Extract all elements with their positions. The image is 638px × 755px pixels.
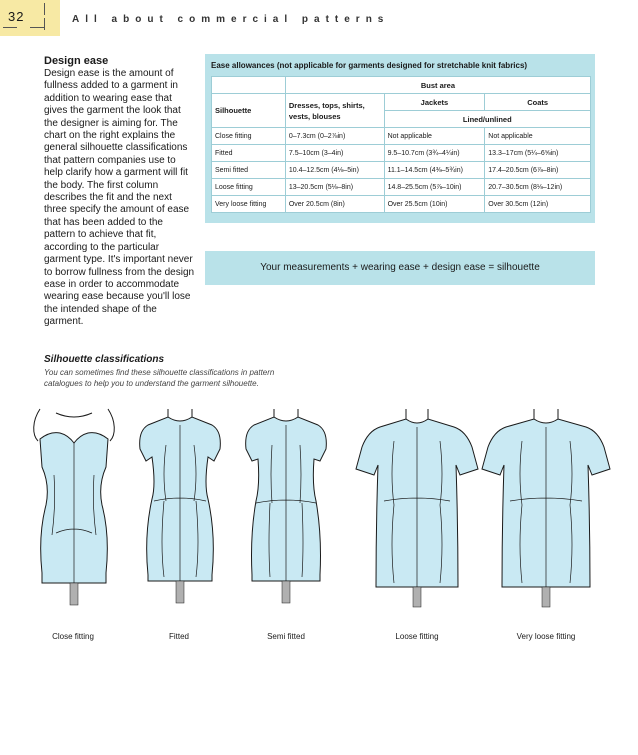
table-cell-jackets: 9.5–10.7cm (3¾–4¼in)	[384, 145, 485, 162]
table-cell-coats: Not applicable	[485, 128, 591, 145]
table-cell-dresses: 0–7.3cm (0–2⅞in)	[285, 128, 384, 145]
table-cell-jackets: Not applicable	[384, 128, 485, 145]
coats-header: Coats	[485, 94, 591, 111]
table-cell-coats: Over 30.5cm (12in)	[485, 196, 591, 213]
table-row	[212, 128, 591, 145]
table-cell-coats: 17.4–20.5cm (6⅞–8in)	[485, 162, 591, 179]
figure-label-very-loose-fitting: Very loose fitting	[516, 632, 576, 641]
intro-section	[44, 55, 196, 329]
table-row	[212, 196, 591, 213]
table-cell-jackets: 11.1–14.5cm (4⅜–5¾in)	[384, 162, 485, 179]
table-cell-dresses: 10.4–12.5cm (4⅛–5in)	[285, 162, 384, 179]
silhouette-caption: You can sometimes find these silhouette classifications in pattern catalogues to help you to understand the garment silhouette.	[44, 368, 275, 388]
silhouette-header: Silhouette	[212, 94, 286, 128]
crop-mark	[30, 27, 44, 33]
figure-label-close-fitting: Close fitting	[52, 632, 94, 641]
table-header-blank	[212, 77, 286, 94]
lined-unlined-header: Lined/unlined	[384, 111, 590, 128]
page-number: 32	[8, 9, 25, 24]
table-cell-silhouette: Semi fitted	[212, 162, 286, 179]
loose-fitting-illustration	[354, 405, 480, 615]
table-cell-dresses: 7.5–10cm (3–4in)	[285, 145, 384, 162]
intro-heading: Design ease	[44, 55, 109, 67]
table-cell-silhouette: Fitted	[212, 145, 286, 162]
silhouette-figures	[20, 405, 620, 620]
ease-table-panel	[205, 54, 595, 223]
table-row	[212, 145, 591, 162]
intro-body: Design ease is the amount of fullness added to a garment in addition to wearing ease that gives the garment the look that the designer is aiming for. The chart on the right explains the general silhouette classifications that pattern companies use to help clarify how a garment will fit the body. The first column describes the fit and the next three specify the amount of ease that has been added to the pattern to achieve that fit, according to the particular garment type. It's important never to borrow fullness from the design ease in order to accommodate wearing ease because you'll lose the intended shape of the garment.	[44, 68, 195, 328]
semi-fitted-illustration	[236, 405, 336, 615]
table-row	[212, 179, 591, 196]
table-cell-coats: 20.7–30.5cm (8⅛–12in)	[485, 179, 591, 196]
table-cell-dresses: Over 20.5cm (8in)	[285, 196, 384, 213]
table-cell-coats: 13.3–17cm (5¼–6⅝in)	[485, 145, 591, 162]
table-cell-silhouette: Loose fitting	[212, 179, 286, 196]
close-fitting-illustration	[26, 405, 122, 615]
silhouette-heading: Silhouette classifications	[44, 354, 165, 365]
table-cell-silhouette: Close fitting	[212, 128, 286, 145]
table-cell-jackets: Over 25.5cm (10in)	[384, 196, 485, 213]
table-cell-jackets: 14.8–25.5cm (5⅞–10in)	[384, 179, 485, 196]
silhouette-section-header	[44, 354, 294, 389]
fitted-illustration	[130, 405, 230, 615]
very-loose-fitting-illustration	[480, 405, 612, 615]
silhouette-formula: Your measurements + wearing ease + design ease = silhouette	[205, 251, 595, 285]
table-cell-dresses: 13–20.5cm (5⅛–8in)	[285, 179, 384, 196]
figure-label-loose-fitting: Loose fitting	[395, 632, 439, 641]
dresses-header: Dresses, tops, shirts, vests, blouses	[285, 94, 384, 128]
running-title: All about commercial patterns	[72, 14, 390, 25]
figure-label-fitted: Fitted	[168, 632, 189, 641]
page-number-tab	[0, 0, 60, 36]
jackets-header: Jackets	[384, 94, 485, 111]
ease-table-title: Ease allowances (not applicable for garments designed for stretchable knit fabrics)	[211, 61, 528, 70]
crop-mark	[44, 18, 50, 30]
bust-area-header: Bust area	[285, 77, 590, 94]
ease-table	[211, 76, 591, 213]
crop-mark	[44, 3, 50, 15]
table-row	[212, 162, 591, 179]
crop-mark	[3, 27, 17, 33]
table-cell-silhouette: Very loose fitting	[212, 196, 286, 213]
figure-label-semi-fitted: Semi fitted	[267, 632, 305, 641]
